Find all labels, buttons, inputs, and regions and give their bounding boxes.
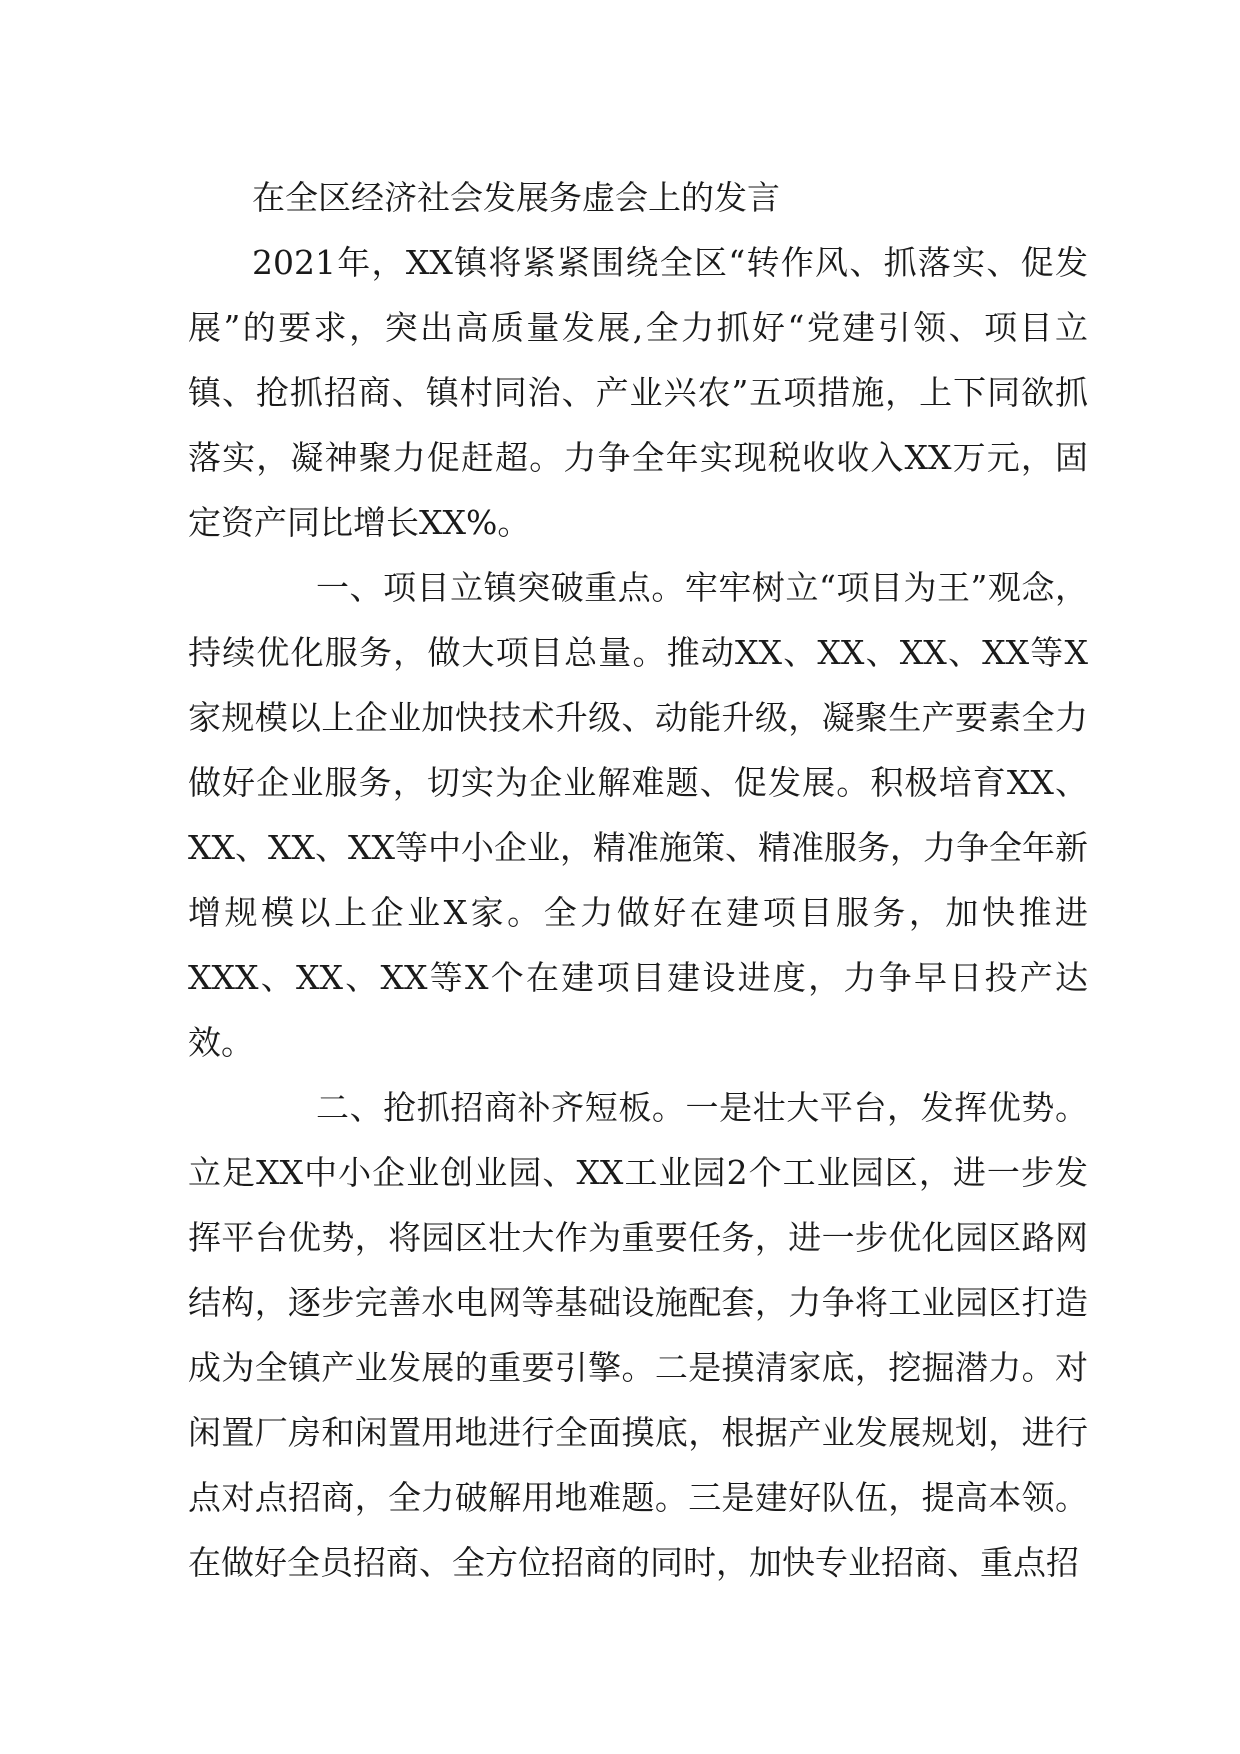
document-title: 在全区经济社会发展务虚会上的发言 <box>252 178 780 217</box>
paragraph-intro: 2021年，XX镇将紧紧围绕全区“转作风、抓落实、促发展”的要求，突出高质量发展,全力抓好“党建引领、项目立镇、抢抓招商、镇村同治、产业兴农”五项措施，上下同欲抓落实，凝神聚力促赶超。力争全年实现税收收入XX万元，固定资产同比增长XX%。 <box>188 243 1088 542</box>
paragraph-section-one: 一、项目立镇突破重点。牢牢树立“项目为王”观念，持续优化服务，做大项目总量。推动XX、XX、XX、XX等X家规模以上企业加快技术升级、动能升级，凝聚生产要素全力做好企业服务，切实为企业解难题、促发展。积极培育XX、XX、XX、XX等中小企业，精准施策、精准服务，力争全年新增规模以上企业X家。全力做好在建项目服务，加快推进XXX、XX、XX等X个在建项目建设进度，力争早日投产达效。 <box>188 568 1088 1062</box>
paragraph-section-two: 二、抢抓招商补齐短板。一是壮大平台，发挥优势。立足XX中小企业创业园、XX工业园2个工业园区，进一步发挥平台优势，将园区壮大作为重要任务，进一步优化园区路网结构，逐步完善水电网等基础设施配套，力争将工业园区打造成为全镇产业发展的重要引擎。二是摸清家底，挖掘潜力。对闲置厂房和闲置用地进行全面摸底，根据产业发展规划，进行点对点招商，全力破解用地难题。三是建好队伍，提高本领。在做好全员招商、全方位招商的同时，加快专业招商、重点招 <box>188 1088 1088 1582</box>
document-body <box>188 165 1088 1595</box>
